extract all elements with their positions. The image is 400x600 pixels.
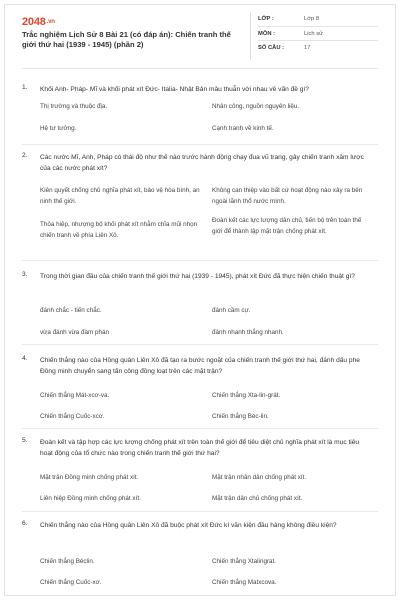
question-number: 6. <box>22 520 28 527</box>
option-c[interactable]: Chiến thắng Cuốc-xcơ. <box>40 413 105 420</box>
header-divider <box>250 12 251 60</box>
option-d[interactable]: Mặt trận dân chủ chống phát xít. <box>212 495 303 502</box>
meta-subject-row <box>258 27 378 42</box>
option-c[interactable]: Thỏa hiệp, nhượng bộ khối phát xít nhằm chĩa mũi nhọn chiến tranh về phía Liên Xô. <box>40 221 198 239</box>
option-b[interactable]: Mặt trận nhân dân chống phát xít. <box>212 474 307 481</box>
option-b[interactable]: Chiến thắng Xtalingrat. <box>212 558 277 565</box>
header-separator <box>22 68 378 69</box>
option-d[interactable]: Chiến thắng Matxcova. <box>212 579 277 586</box>
option-c[interactable]: Liên hiệp Đồng minh chống phát xít. <box>40 495 141 502</box>
meta-class-value: Lớp 8 <box>304 16 320 22</box>
option-a[interactable]: đánh chắc - tiến chắc. <box>40 307 102 314</box>
option-a[interactable]: Kiên quyết chống chủ nghĩa phát xít, bảo vệ hòa bình, an ninh thế giới. <box>40 187 200 205</box>
option-c[interactable]: vừa đánh vừa đàm phán <box>40 329 109 336</box>
question-text: Chiến thắng nào của Hồng quân Liên Xô đã buộc phát xít Đức kí văn kiện đầu hàng không điều kiện? <box>40 522 337 529</box>
document-meta <box>258 12 378 56</box>
option-b[interactable]: Nhân công, nguồn nguyên liệu. <box>212 103 300 110</box>
option-d[interactable]: Cạnh tranh về kinh tế. <box>212 125 274 132</box>
option-d[interactable]: đánh nhanh thắng nhanh. <box>212 329 284 336</box>
option-d[interactable]: Đoàn kết các lực lượng dân chủ, tiến bộ trên toàn thế giới để thành lập mặt trận chống phát xít. <box>212 217 362 235</box>
question-separator <box>22 428 378 429</box>
meta-count-label: SỐ CÂU : <box>258 45 285 51</box>
question-separator <box>22 260 378 261</box>
option-b[interactable]: Chiến thắng Xta-lin-grát. <box>212 392 281 399</box>
question-text: Chiến thắng nào của Hồng quân Liên Xô đã tạo ra bước ngoặt của chiến tranh thế giới thứ hai, đánh dấu phe Đồng minh chuyển sang tấn công đồng loạt trên các mặt trận? <box>40 357 360 375</box>
question-number: 2. <box>22 152 28 159</box>
option-a[interactable]: Thị trường và thuộc địa. <box>40 103 108 110</box>
question-text: Các nước Mĩ, Anh, Pháp có thái độ như thế nào trước hành động chạy đua vũ trang, gây chiến tranh xâm lược của các nước phát xít? <box>40 154 364 172</box>
question-number: 4. <box>22 355 28 362</box>
question-text: Trong thời gian đầu của chiến tranh thế giới thứ hai (1939 - 1945), phát xít Đức đã thực hiện chiến thuật gì? <box>40 273 355 280</box>
site-logo[interactable]: 2048.vn <box>22 16 55 28</box>
meta-count-value: 17 <box>304 45 311 51</box>
question-text: Đoàn kết và tập hợp các lực lượng chống phát xít trên toàn thế giới để tiêu diệt chủ nghĩa phát xít là mục tiêu hoạt động của tổ chức nào trong chiến tranh thế giới thứ hai? <box>40 439 360 457</box>
option-c[interactable]: Chiến thắng Cuốc-xơ. <box>40 579 102 586</box>
meta-subject-value: Lịch sử <box>304 30 324 37</box>
meta-class-label: LỚP : <box>258 16 274 22</box>
option-b[interactable]: đánh cầm cự. <box>212 307 251 314</box>
meta-count-row <box>258 41 378 56</box>
option-b[interactable]: Không can thiệp vào bất cứ hoạt động nào xảy ra bên ngoài lãnh thổ nước mình. <box>212 187 363 205</box>
option-a[interactable]: Chiến thắng Béclin. <box>40 558 95 565</box>
document-header <box>22 12 378 64</box>
option-c[interactable]: Hệ tư tưởng. <box>40 125 77 132</box>
question-separator <box>22 511 378 512</box>
question-number: 5. <box>22 437 28 444</box>
question-text: Khối Anh- Pháp- Mĩ và khối phát xít Đức- Italia- Nhật Bản mâu thuẫn với nhau về vấn đề gì? <box>40 86 309 93</box>
option-a[interactable]: Chiến thắng Mát-xcơ-va. <box>40 392 110 399</box>
meta-subject-label: MÔN : <box>258 30 276 37</box>
option-a[interactable]: Mặt trận Đồng minh chống phát xít. <box>40 474 139 481</box>
meta-class-row <box>258 12 378 27</box>
question-separator <box>22 344 378 345</box>
question-number: 1. <box>22 84 28 91</box>
document-title: Trắc nghiệm Lịch Sử 8 Bài 21 (có đáp án): Chiến tranh thế giới thứ hai (1939 - 1945) (phần 2) <box>22 30 231 49</box>
question-separator <box>22 144 378 145</box>
option-d[interactable]: Chiến thắng Béc-lin. <box>212 413 269 420</box>
question-number: 3. <box>22 271 28 278</box>
